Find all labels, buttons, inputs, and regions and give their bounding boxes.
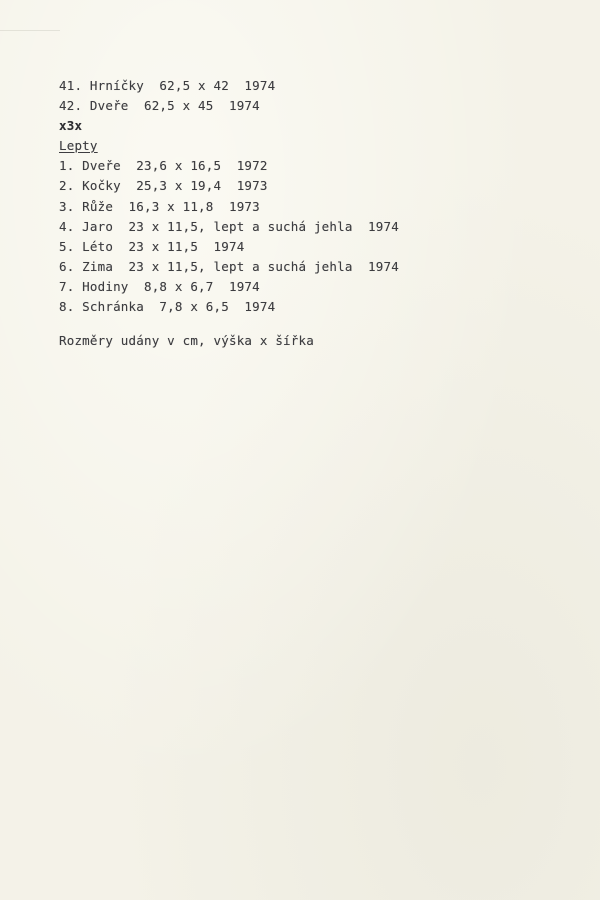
list-item: 8. Schránka 7,8 x 6,5 1974 [59,299,276,314]
list-item: 7. Hodiny 8,8 x 6,7 1974 [59,279,260,294]
list-item: 5. Léto 23 x 11,5 1974 [59,239,245,254]
struck-out-mark: x3x [59,118,83,133]
list-item: 3. Růže 16,3 x 11,8 1973 [59,199,260,214]
list-item: 4. Jaro 23 x 11,5, lept a suchá jehla 1974 [59,219,399,234]
paper-edge-mark [0,30,60,31]
section-heading: Lepty [59,138,98,153]
list-item: 6. Zima 23 x 11,5, lept a suchá jehla 1974 [59,259,399,274]
entry-41: 41. Hrníčky 62,5 x 42 1974 [59,78,276,93]
list-item: 2. Kočky 25,3 x 19,4 1973 [59,178,268,193]
entry-42: 42. Dveře 62,5 x 45 1974 [59,98,260,113]
footnote: Rozměry udány v cm, výška x šířka [59,333,314,348]
list-item: 1. Dveře 23,6 x 16,5 1972 [59,158,268,173]
